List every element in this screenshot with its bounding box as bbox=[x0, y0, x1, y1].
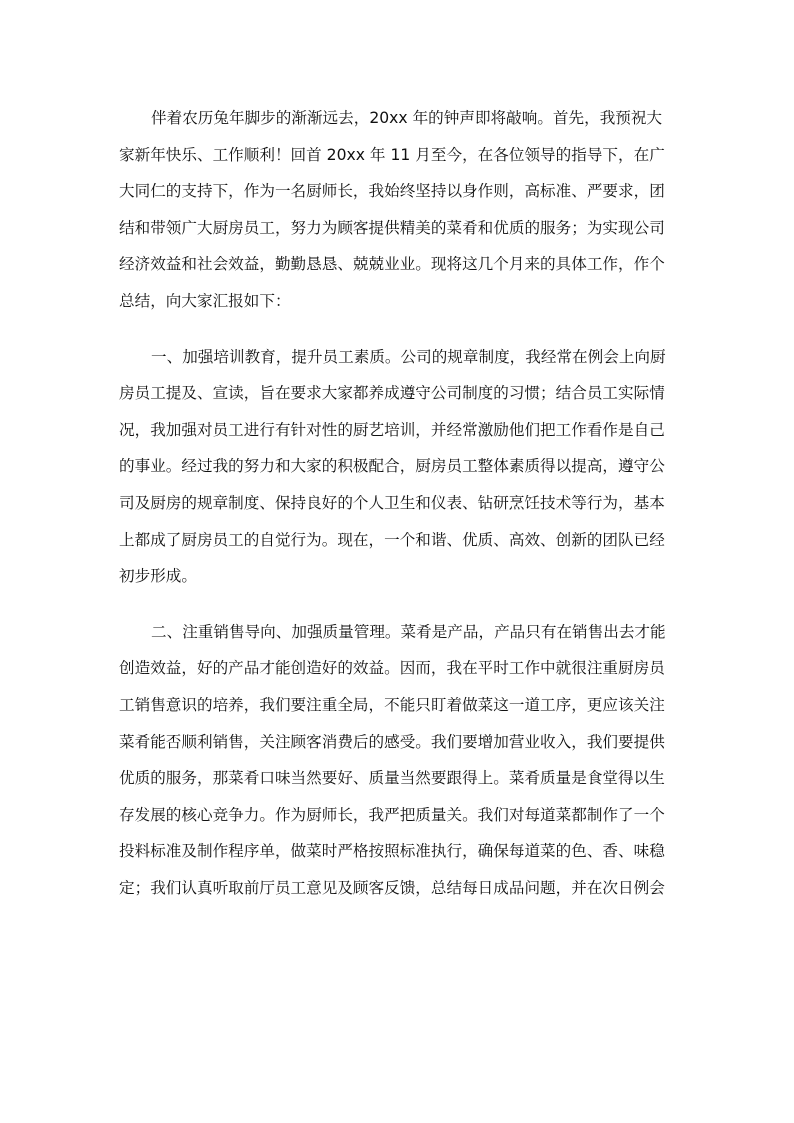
text-line: 房员工提及、宣读，旨在要求大家都养成遵守公司制度的习惯；结合员工实际情 bbox=[119, 384, 665, 403]
text-line: 定；我们认真听取前厅员工意见及顾客反馈，总结每日成品问题，并在次日例会 bbox=[119, 878, 665, 897]
text-line: 经济效益和社会效益，勤勤恳恳、兢兢业业。现将这几个月来的具体工作，作个 bbox=[119, 255, 665, 274]
text-line: 投料标准及制作程序单，做菜时严格按照标准执行，确保每道菜的色、香、味稳 bbox=[119, 842, 665, 861]
text-line: 上都成了厨房员工的自觉行为。现在，一个和谐、优质、高效、创新的团队已经 bbox=[119, 530, 665, 549]
text-line: 大同仁的支持下，作为一名厨师长，我始终坚持以身作则，高标准、严要求，团 bbox=[119, 182, 665, 201]
text-line: 菜肴能否顺利销售，关注顾客消费后的感受。我们要增加营业收入，我们要提供 bbox=[119, 732, 665, 751]
text-line: 优质的服务，那菜肴口味当然要好、质量当然要跟得上。菜肴质量是食堂得以生 bbox=[119, 769, 665, 788]
text-line: 况，我加强对员工进行有针对性的厨艺培训，并经常激励他们把工作看作是自己 bbox=[119, 420, 665, 439]
paragraph-section-one bbox=[119, 339, 679, 595]
text-line: 工销售意识的培养，我们要注重全局，不能只盯着做菜这一道工序，更应该关注 bbox=[119, 695, 665, 714]
paragraph-intro bbox=[119, 100, 679, 320]
document-body bbox=[119, 100, 679, 925]
text-line: 结和带领广大厨房员工，努力为顾客提供精美的菜肴和优质的服务；为实现公司 bbox=[119, 218, 665, 237]
text-line: 创造效益，好的产品才能创造好的效益。因而，我在平时工作中就很注重厨房员 bbox=[119, 659, 665, 678]
text-line: 初步形成。 bbox=[119, 567, 197, 586]
text-line: 存发展的核心竞争力。作为厨师长，我严把质量关。我们对每道菜都制作了一个 bbox=[119, 805, 665, 824]
text-line: 司及厨房的规章制度、保持良好的个人卫生和仪表、钻研烹饪技术等行为，基本 bbox=[119, 493, 665, 512]
text-line: 家新年快乐、工作顺利！回首 20xx 年 11 月至今，在各位领导的指导下，在广 bbox=[119, 145, 665, 164]
text-line: 总结，向大家汇报如下： bbox=[119, 291, 291, 310]
text-line: 二、注重销售导向、加强质量管理。菜肴是产品，产品只有在销售出去才能 bbox=[151, 622, 666, 641]
text-line: 一、加强培训教育，提升员工素质。公司的规章制度，我经常在例会上向厨 bbox=[151, 347, 666, 366]
text-line: 伴着农历兔年脚步的渐渐远去，20xx 年的钟声即将敲响。首先，我预祝大 bbox=[151, 109, 663, 127]
paragraph-section-two bbox=[119, 614, 679, 907]
text-line: 的事业。经过我的努力和大家的积极配合，厨房员工整体素质得以提高，遵守公 bbox=[119, 457, 665, 476]
